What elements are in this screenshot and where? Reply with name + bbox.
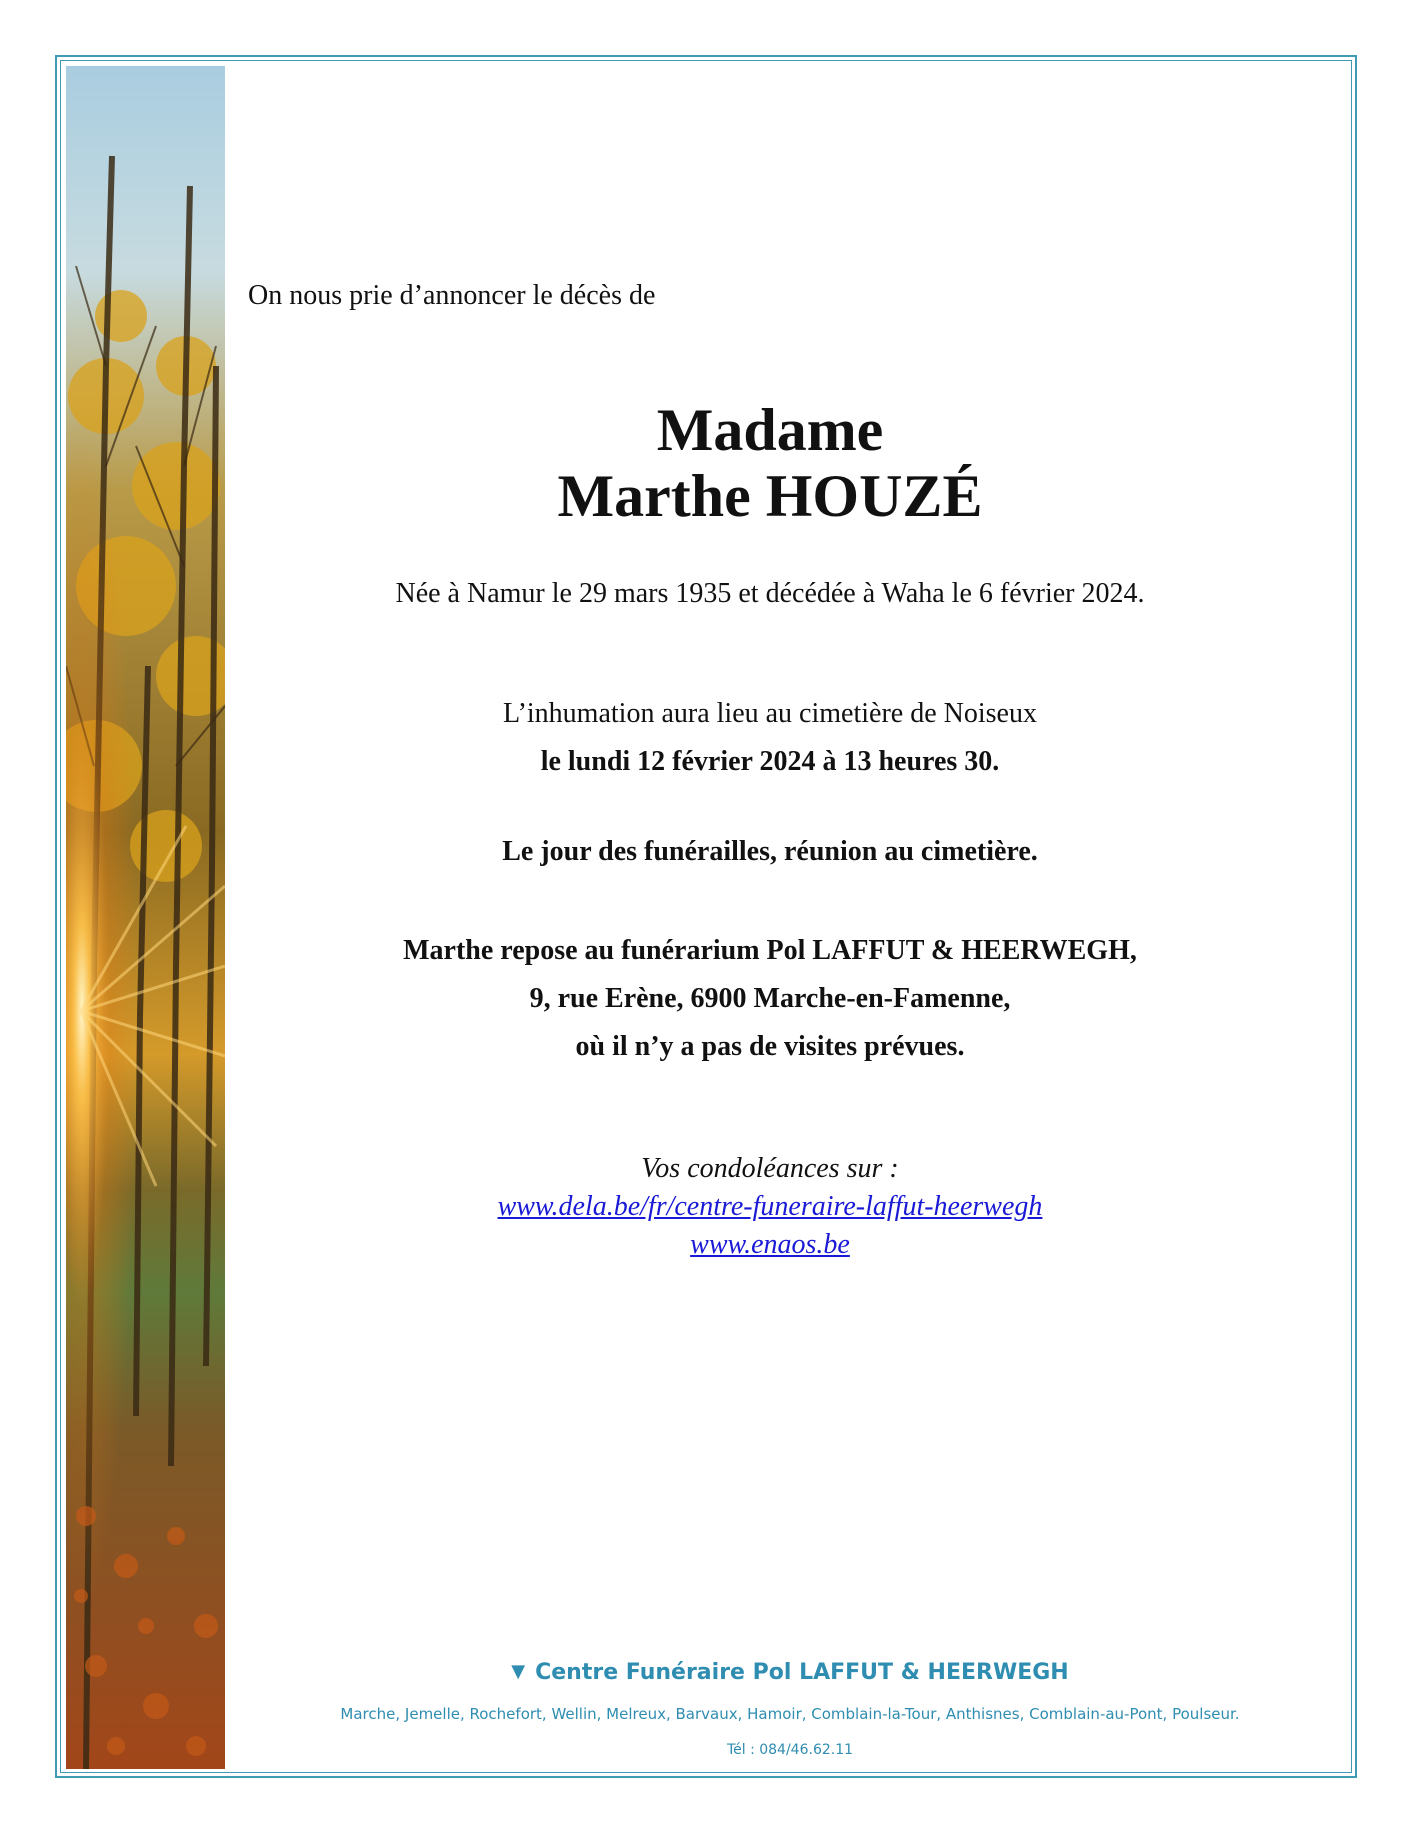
birth-death-dates: Née à Namur le 29 mars 1935 et décédée à Waha le 6 février 2024. <box>395 578 1145 609</box>
deceased-name: Marthe HOUZÉ <box>557 463 983 529</box>
condolences-link-enaos[interactable]: www.enaos.be <box>690 1229 850 1260</box>
footer-company-name: Centre Funéraire Pol LAFFUT & HEERWEGH <box>535 1660 1069 1685</box>
inhumation-place: L’inhumation aura lieu au cimetière de Noiseux <box>503 698 1037 729</box>
deceased-title: Madame <box>656 397 884 463</box>
autumn-forest-photo <box>66 66 225 1769</box>
inhumation-info <box>240 690 1300 786</box>
intro-text: On nous prie d’annoncer le décès de <box>248 280 656 311</box>
announcement-body <box>240 0 1340 1833</box>
repose-line-3: où il n’y a pas de visites prévues. <box>575 1031 965 1062</box>
condolences-link-dela[interactable]: www.dela.be/fr/centre-funeraire-laffut-heerwegh <box>497 1191 1043 1222</box>
deceased-name-block <box>240 397 1300 529</box>
inhumation-datetime: le lundi 12 février 2024 à 13 heures 30. <box>540 746 1000 777</box>
repose-line-2: 9, rue Erène, 6900 Marche-en-Famenne, <box>529 983 1011 1014</box>
footer-telephone: Tél : 084/46.62.11 <box>726 1742 854 1758</box>
footer-places: Marche, Jemelle, Rochefort, Wellin, Melreux, Barvaux, Hamoir, Comblain-la-Tour, Anthisnes, Comblain-au-Pont, Poulseur. <box>340 1705 1240 1723</box>
condolences-block <box>240 1150 1300 1264</box>
gathering-note: Le jour des funérailles, réunion au cimetière. <box>502 836 1038 867</box>
triangle-down-icon: ▼ <box>511 1661 526 1682</box>
repose-info <box>240 927 1300 1071</box>
footer-company <box>240 1660 1340 1685</box>
repose-line-1: Marthe repose au funérarium Pol LAFFUT & HEERWEGH, <box>403 935 1137 966</box>
condolences-lead: Vos condoléances sur : <box>641 1153 899 1184</box>
